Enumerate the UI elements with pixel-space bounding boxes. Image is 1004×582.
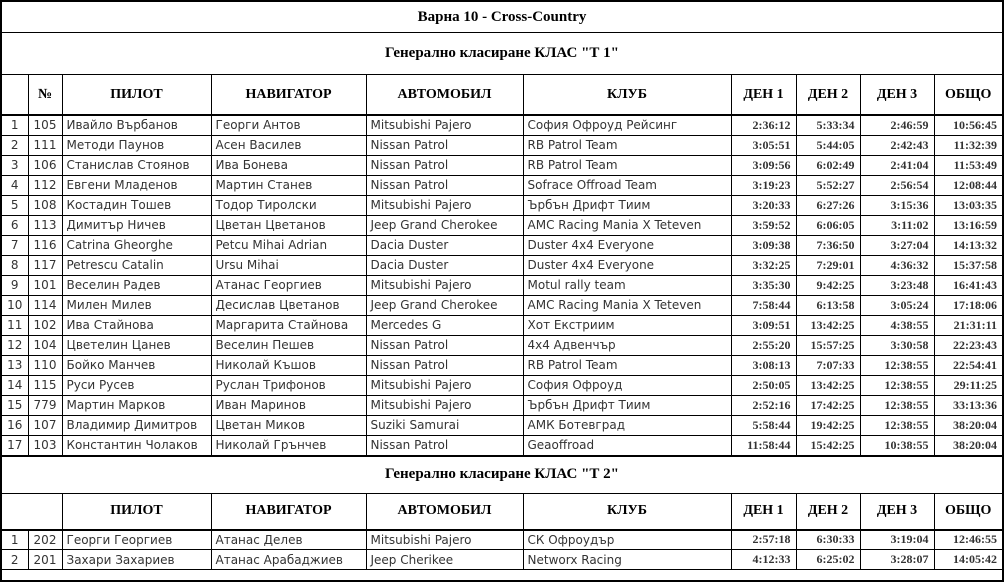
t1-results-table (2, 75, 1002, 456)
cell-car: Mitsubishi Pajero (366, 375, 523, 395)
cell-day3: 2:41:04 (860, 155, 934, 175)
cell-num: 111 (28, 135, 62, 155)
table-row (2, 355, 1002, 375)
cell-day3: 12:38:55 (860, 375, 934, 395)
cell-day3: 4:38:55 (860, 315, 934, 335)
cell-day1: 2:52:16 (731, 395, 796, 415)
cell-day1: 3:08:13 (731, 355, 796, 375)
cell-day1: 3:19:23 (731, 175, 796, 195)
cell-navigator: Цветан Миков (211, 415, 366, 435)
cell-pos: 8 (2, 255, 28, 275)
cell-day1: 3:09:38 (731, 235, 796, 255)
cell-club: Хот Екстриим (523, 315, 731, 335)
cell-pilot: Руси Русев (62, 375, 211, 395)
cell-day1: 2:36:12 (731, 115, 796, 135)
cell-day3: 3:05:24 (860, 295, 934, 315)
column-header-car: АВТОМОБИЛ (366, 494, 523, 530)
table-row (2, 175, 1002, 195)
cell-pos: 4 (2, 175, 28, 195)
cell-navigator: Атанас Арабаджиев (211, 550, 366, 570)
cell-day2: 7:29:01 (796, 255, 860, 275)
cell-num: 108 (28, 195, 62, 215)
cell-navigator: Атанас Георгиев (211, 275, 366, 295)
column-header-navigator: НАВИГАТОР (211, 494, 366, 530)
cell-day2: 9:42:25 (796, 275, 860, 295)
column-header-pilot: ПИЛОТ (62, 75, 211, 115)
cell-day2: 7:36:50 (796, 235, 860, 255)
cell-pos: 12 (2, 335, 28, 355)
cell-navigator: Атанас Делев (211, 530, 366, 550)
cell-pilot: Catrina Gheorghe (62, 235, 211, 255)
cell-day2: 17:42:25 (796, 395, 860, 415)
cell-pos: 11 (2, 315, 28, 335)
cell-day3: 2:56:54 (860, 175, 934, 195)
cell-day2: 7:07:33 (796, 355, 860, 375)
cell-day1: 3:32:25 (731, 255, 796, 275)
cell-car: Nissan Patrol (366, 135, 523, 155)
cell-num: 116 (28, 235, 62, 255)
cell-car: Nissan Patrol (366, 175, 523, 195)
table-row (2, 375, 1002, 395)
cell-day1: 3:09:56 (731, 155, 796, 175)
cell-day2: 13:42:25 (796, 375, 860, 395)
table-row (2, 415, 1002, 435)
table-row (2, 335, 1002, 355)
cell-pilot: Милен Милев (62, 295, 211, 315)
cell-pilot: Георги Георгиев (62, 530, 211, 550)
cell-navigator: Николай Грънчев (211, 435, 366, 455)
table-row (2, 235, 1002, 255)
cell-pilot: Цветелин Цанев (62, 335, 211, 355)
cell-navigator: Ива Бонева (211, 155, 366, 175)
cell-car: Nissan Patrol (366, 335, 523, 355)
cell-navigator: Petcu Mihai Adrian (211, 235, 366, 255)
cell-navigator: Асен Василев (211, 135, 366, 155)
column-header-day3: ДЕН 3 (860, 494, 934, 530)
cell-car: Nissan Patrol (366, 435, 523, 455)
cell-day3: 3:30:58 (860, 335, 934, 355)
cell-car: Mitsubishi Pajero (366, 530, 523, 550)
cell-day2: 6:06:05 (796, 215, 860, 235)
cell-car: Dacia Duster (366, 235, 523, 255)
cell-pos: 14 (2, 375, 28, 395)
cell-navigator: Мартин Станев (211, 175, 366, 195)
cell-total: 12:46:55 (934, 530, 1002, 550)
cell-total: 10:56:45 (934, 115, 1002, 135)
table-row (2, 135, 1002, 155)
cell-pilot: Костадин Тошев (62, 195, 211, 215)
cell-day2: 5:33:34 (796, 115, 860, 135)
section-title-t1: Генерално класиране КЛАС "Т 1" (2, 33, 1002, 75)
table-header-row (2, 494, 1002, 530)
column-header-car: АВТОМОБИЛ (366, 75, 523, 115)
cell-pos: 3 (2, 155, 28, 175)
cell-navigator: Георги Антов (211, 115, 366, 135)
table-row (2, 395, 1002, 415)
cell-pilot: Станислав Стоянов (62, 155, 211, 175)
cell-pilot: Захари Захариев (62, 550, 211, 570)
cell-pos: 6 (2, 215, 28, 235)
cell-car: Nissan Patrol (366, 355, 523, 375)
table-row (2, 195, 1002, 215)
cell-day3: 3:11:02 (860, 215, 934, 235)
cell-total: 13:16:59 (934, 215, 1002, 235)
cell-club: Ърбън Дрифт Тиим (523, 195, 731, 215)
column-header-day1: ДЕН 1 (731, 75, 796, 115)
cell-day1: 5:58:44 (731, 415, 796, 435)
table-header-row (2, 75, 1002, 115)
table-row (2, 315, 1002, 335)
cell-day3: 3:27:04 (860, 235, 934, 255)
cell-day2: 5:52:27 (796, 175, 860, 195)
cell-num: 105 (28, 115, 62, 135)
cell-car: Mitsubishi Pajero (366, 115, 523, 135)
table-row (2, 275, 1002, 295)
cell-total: 13:03:35 (934, 195, 1002, 215)
cell-pilot: Димитър Ничев (62, 215, 211, 235)
cell-pilot: Мартин Марков (62, 395, 211, 415)
cell-car: Mercedes G (366, 315, 523, 335)
cell-club: СК Офроудър (523, 530, 731, 550)
cell-navigator: Ursu Mihai (211, 255, 366, 275)
cell-total: 16:41:43 (934, 275, 1002, 295)
cell-pilot: Веселин Радев (62, 275, 211, 295)
cell-club: Duster 4x4 Everyone (523, 235, 731, 255)
cell-club: АМК Ботевград (523, 415, 731, 435)
cell-day2: 19:42:25 (796, 415, 860, 435)
cell-num: 779 (28, 395, 62, 415)
cell-club: Geaoffroad (523, 435, 731, 455)
cell-pos: 7 (2, 235, 28, 255)
cell-car: Nissan Patrol (366, 155, 523, 175)
table-row (2, 295, 1002, 315)
cell-day1: 2:50:05 (731, 375, 796, 395)
table-row (2, 155, 1002, 175)
cell-day2: 6:25:02 (796, 550, 860, 570)
cell-pos: 15 (2, 395, 28, 415)
cell-day1: 7:58:44 (731, 295, 796, 315)
cell-pos: 2 (2, 550, 28, 570)
cell-club: RB Patrol Team (523, 355, 731, 375)
cell-navigator: Десислав Цветанов (211, 295, 366, 315)
cell-day3: 4:36:32 (860, 255, 934, 275)
cell-num: 107 (28, 415, 62, 435)
cell-car: Mitsubishi Pajero (366, 275, 523, 295)
cell-day1: 3:35:30 (731, 275, 796, 295)
cell-club: RB Patrol Team (523, 135, 731, 155)
column-header-navigator: НАВИГАТОР (211, 75, 366, 115)
cell-num: 104 (28, 335, 62, 355)
cell-navigator: Цветан Цветанов (211, 215, 366, 235)
cell-total: 15:37:58 (934, 255, 1002, 275)
cell-total: 22:54:41 (934, 355, 1002, 375)
cell-pos: 13 (2, 355, 28, 375)
cell-pilot: Константин Чолаков (62, 435, 211, 455)
cell-club: Ърбън Дрифт Тиим (523, 395, 731, 415)
cell-pos: 1 (2, 530, 28, 550)
cell-total: 12:08:44 (934, 175, 1002, 195)
cell-club: Sofrace Offroad Team (523, 175, 731, 195)
cell-total: 29:11:25 (934, 375, 1002, 395)
cell-navigator: Руслан Трифонов (211, 375, 366, 395)
cell-club: Networx Racing (523, 550, 731, 570)
table-row (2, 550, 1002, 570)
table-row (2, 115, 1002, 135)
cell-pilot: Евгени Младенов (62, 175, 211, 195)
table-row (2, 215, 1002, 235)
cell-club: София Офроуд Рейсинг (523, 115, 731, 135)
cell-num: 103 (28, 435, 62, 455)
cell-day3: 12:38:55 (860, 395, 934, 415)
column-header-pos (2, 494, 62, 530)
column-header-day3: ДЕН 3 (860, 75, 934, 115)
cell-day1: 3:20:33 (731, 195, 796, 215)
cell-navigator: Николай Къшов (211, 355, 366, 375)
cell-num: 201 (28, 550, 62, 570)
cell-day2: 15:42:25 (796, 435, 860, 455)
cell-pilot: Petrescu Catalin (62, 255, 211, 275)
cell-num: 112 (28, 175, 62, 195)
cell-club: Duster 4x4 Everyone (523, 255, 731, 275)
cell-day3: 3:19:04 (860, 530, 934, 550)
cell-day1: 4:12:33 (731, 550, 796, 570)
cell-num: 106 (28, 155, 62, 175)
cell-pos: 9 (2, 275, 28, 295)
cell-num: 101 (28, 275, 62, 295)
column-header-num: № (28, 75, 62, 115)
column-header-pos (2, 75, 28, 115)
cell-day3: 3:28:07 (860, 550, 934, 570)
section-title-t2: Генерално класиране КЛАС "Т 2" (2, 456, 1002, 494)
cell-day2: 6:27:26 (796, 195, 860, 215)
cell-club: RB Patrol Team (523, 155, 731, 175)
cell-navigator: Иван Маринов (211, 395, 366, 415)
cell-day1: 11:58:44 (731, 435, 796, 455)
cell-day3: 2:46:59 (860, 115, 934, 135)
cell-navigator: Тодор Тиролски (211, 195, 366, 215)
cell-car: Mitsubishi Pajero (366, 395, 523, 415)
cell-total: 21:31:11 (934, 315, 1002, 335)
cell-pos: 2 (2, 135, 28, 155)
cell-num: 110 (28, 355, 62, 375)
column-header-pilot: ПИЛОТ (62, 494, 211, 530)
column-header-club: КЛУБ (523, 75, 731, 115)
cell-club: AMC Racing Mania X Teteven (523, 215, 731, 235)
cell-day3: 3:15:36 (860, 195, 934, 215)
cell-day2: 13:42:25 (796, 315, 860, 335)
cell-num: 102 (28, 315, 62, 335)
cell-day3: 10:38:55 (860, 435, 934, 455)
cell-club: 4x4 Адвенчър (523, 335, 731, 355)
cell-num: 114 (28, 295, 62, 315)
cell-total: 17:18:06 (934, 295, 1002, 315)
cell-pos: 5 (2, 195, 28, 215)
cell-num: 113 (28, 215, 62, 235)
cell-pilot: Бойко Манчев (62, 355, 211, 375)
cell-day1: 2:57:18 (731, 530, 796, 550)
cell-day1: 3:05:51 (731, 135, 796, 155)
cell-total: 14:05:42 (934, 550, 1002, 570)
cell-pilot: Методи Паунов (62, 135, 211, 155)
cell-pos: 1 (2, 115, 28, 135)
t2-results-table (2, 494, 1002, 571)
cell-total: 38:20:04 (934, 415, 1002, 435)
cell-day2: 6:13:58 (796, 295, 860, 315)
cell-navigator: Веселин Пешев (211, 335, 366, 355)
cell-day3: 2:42:43 (860, 135, 934, 155)
cell-day1: 3:59:52 (731, 215, 796, 235)
cell-pilot: Ива Стайнова (62, 315, 211, 335)
column-header-total: ОБЩО (934, 75, 1002, 115)
cell-num: 115 (28, 375, 62, 395)
column-header-total: ОБЩО (934, 494, 1002, 530)
cell-day3: 3:23:48 (860, 275, 934, 295)
cell-car: Jeep Grand Cherokee (366, 295, 523, 315)
cell-car: Suziki Samurai (366, 415, 523, 435)
cell-total: 11:32:39 (934, 135, 1002, 155)
cell-total: 22:23:43 (934, 335, 1002, 355)
cell-car: Mitsubishi Pajero (366, 195, 523, 215)
cell-day2: 5:44:05 (796, 135, 860, 155)
cell-total: 11:53:49 (934, 155, 1002, 175)
cell-car: Jeep Cherikee (366, 550, 523, 570)
column-header-day1: ДЕН 1 (731, 494, 796, 530)
cell-day1: 2:55:20 (731, 335, 796, 355)
cell-day2: 15:57:25 (796, 335, 860, 355)
cell-day2: 6:30:33 (796, 530, 860, 550)
cell-pilot: Ивайло Върбанов (62, 115, 211, 135)
cell-pos: 17 (2, 435, 28, 455)
cell-day1: 3:09:51 (731, 315, 796, 335)
cell-day2: 6:02:49 (796, 155, 860, 175)
column-header-day2: ДЕН 2 (796, 75, 860, 115)
cell-pos: 10 (2, 295, 28, 315)
cell-pilot: Владимир Димитров (62, 415, 211, 435)
cell-total: 38:20:04 (934, 435, 1002, 455)
cell-car: Dacia Duster (366, 255, 523, 275)
cell-club: Motul rally team (523, 275, 731, 295)
cell-club: София Офроуд (523, 375, 731, 395)
column-header-club: КЛУБ (523, 494, 731, 530)
cell-pos: 16 (2, 415, 28, 435)
cell-num: 202 (28, 530, 62, 550)
page-title: Варна 10 - Cross-Country (2, 2, 1002, 33)
cell-total: 14:13:32 (934, 235, 1002, 255)
table-row (2, 255, 1002, 275)
cell-car: Jeep Grand Cherokee (366, 215, 523, 235)
cell-navigator: Маргарита Стайнова (211, 315, 366, 335)
table-row (2, 530, 1002, 550)
cell-club: AMC Racing Mania X Teteven (523, 295, 731, 315)
cell-num: 117 (28, 255, 62, 275)
cell-day3: 12:38:55 (860, 415, 934, 435)
cell-total: 33:13:36 (934, 395, 1002, 415)
column-header-day2: ДЕН 2 (796, 494, 860, 530)
table-row (2, 435, 1002, 455)
cell-day3: 12:38:55 (860, 355, 934, 375)
